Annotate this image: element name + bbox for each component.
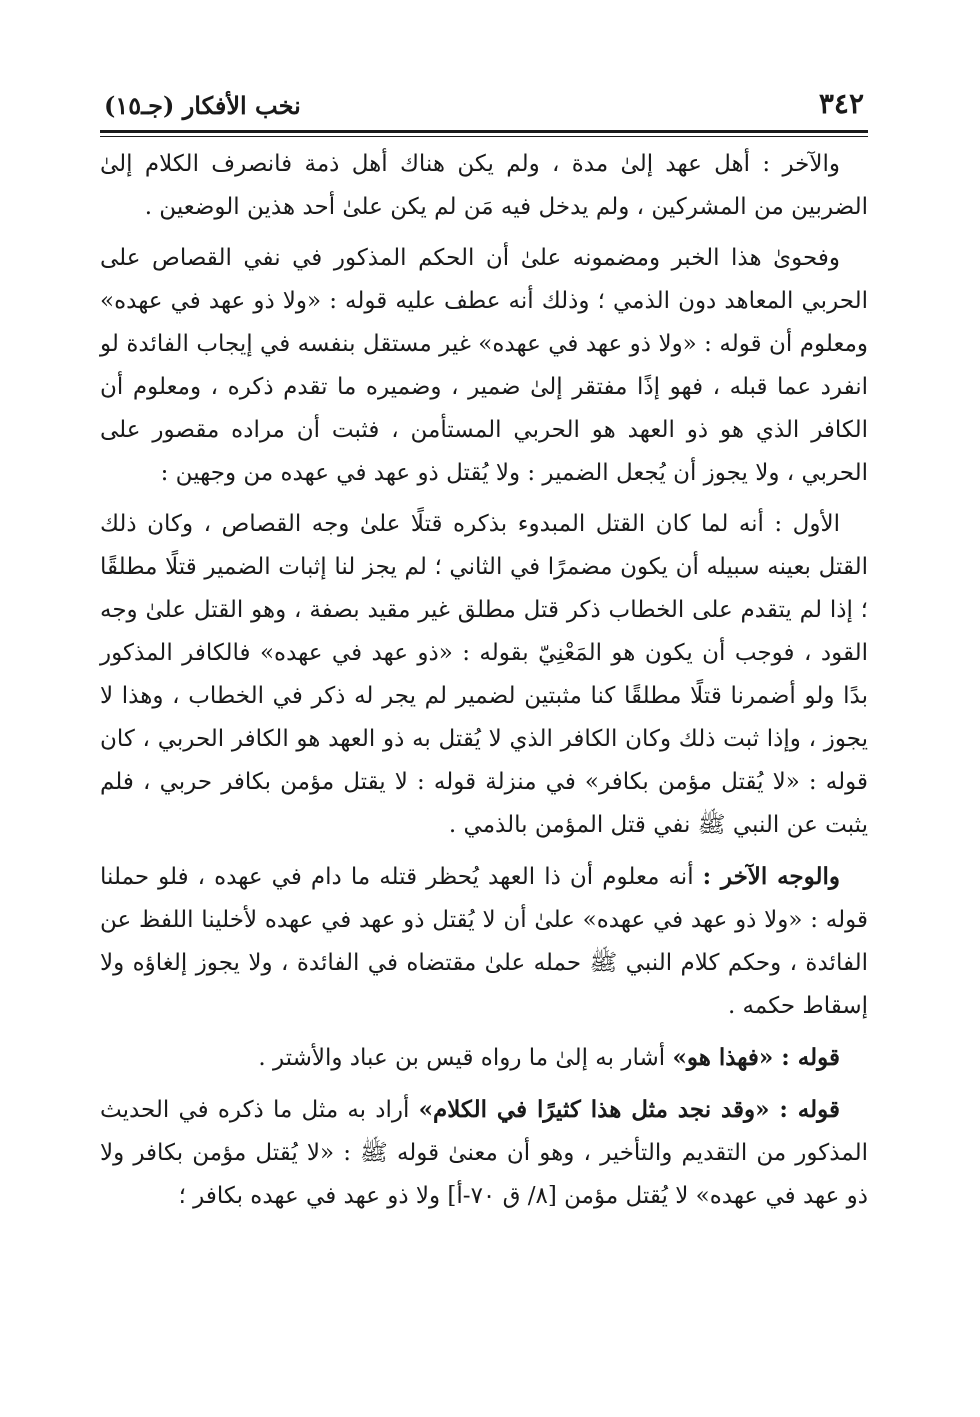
page-number: ٣٤٢ — [818, 87, 864, 120]
paragraph-text: أنه معلوم أن ذا العهد يُحظر قتله ما دام في عهده ، فلو حملنا قوله : «ولا ذو عهد في عهده» علىٰ أن لا يُقتل ذو عهد في عهده لأخلينا اللفظ عن الفائدة ، وحكم كلام النبي ﷺ حمله علىٰ مقتضاه في الفائدة ، ولا يجوز إلغاؤه ولا إسقاط حكمه . — [100, 864, 868, 1019]
paragraph-4 — [100, 855, 868, 1028]
paragraph-text: أشار به إلىٰ ما رواه قيس بن عباد والأشتر . — [258, 1045, 673, 1071]
paragraph-text: الأول : أنه لما كان القتل المبدوء بذكره قتلًا علىٰ وجه القصاص ، وكان ذلك القتل بعينه سبيله أن يكون مضمرًا في الثاني ؛ لم يجز لنا إثبات الضمير قتلًا مطلقًا ؛ إذا لم يتقدم على الخطاب ذكر قتل مطلق غير مقيد بصفة ، وهو القتل علىٰ وجه القود ، فوجب أن يكون هو المَعْنِيّ بقوله : «ذو عهد في عهده» فالكافر المذكور بدًا ولو أضمرنا قتلًا مطلقًا كنا مثبتين لضمير لم يجر له ذكر في الخطاب ، وهذا لا يجوز ، وإذا ثبت ذلك وكان الكافر الذي لا يُقتل به ذو العهد هو الكافر الحربي ، كان قوله : «لا يُقتل مؤمن بكافر» في منزلة قوله : لا يقتل مؤمن بكافر حربي ، فلم يثبت عن النبي ﷺ نفي قتل المؤمن بالذمي . — [100, 511, 868, 838]
paragraph-text: والآخر : أهل عهد إلىٰ مدة ، ولم يكن هناك أهل ذمة فانصرف الكلام إلىٰ الضربين من المشركين ، ولم يدخل فيه مَن لم يكن علىٰ أحد هذين الوضعين . — [100, 151, 868, 220]
paragraph-5 — [100, 1036, 868, 1080]
paragraph-lead: قوله : «وقد نجد مثل هذا كثيرًا في الكلام» — [418, 1096, 840, 1123]
page — [100, 70, 868, 1226]
page-header — [100, 70, 868, 118]
paragraph-text: وفحوىٰ هذا الخبر ومضمونه علىٰ أن الحكم المذكور في نفي القصاص على الحربي المعاهد دون الذمي ؛ وذلك أنه عطف عليه قوله : «ولا ذو عهد في عهده» ومعلوم أن قوله : «ولا ذو عهد في عهده» غير مستقل بنفسه في إيجاب الفائدة لو انفرد عما قبله ، فهو إذًا مفتقر إلىٰ ضمير ، وضميره ما تقدم ذكره ، ومعلوم أن الكافر الذي هو ذو العهد هو الحربي المستأمن ، فثبت أن مراده مقصور على الحربي ، ولا يجوز أن يُجعل الضمير : ولا يُقتل ذو عهد في عهده من وجهين : — [100, 245, 868, 486]
header-rule-thick — [100, 130, 868, 133]
running-title: نخب الأفكار (جـ١٥) — [104, 91, 301, 120]
paragraph-lead: والوجه الآخر : — [702, 863, 841, 890]
paragraph-6 — [100, 1088, 868, 1218]
header-rule-thin — [100, 136, 868, 137]
paragraph-3 — [100, 503, 868, 847]
paragraph-2 — [100, 237, 868, 495]
paragraph-lead: قوله : «فهذا هو» — [672, 1044, 840, 1071]
paragraph-1 — [100, 143, 868, 229]
paragraph-text: أراد به مثل ما ذكره في الحديث المذكور من التقديم والتأخير ، وهو أن معنىٰ قوله ﷺ : «لا يُقتل مؤمن بكافر ولا ذو عهد في عهده» لا يُقتل مؤمن [٨/ ق ٧٠-أ] ولا ذو عهد في عهده بكافر ؛ — [100, 1097, 868, 1209]
body-text — [100, 143, 868, 1218]
